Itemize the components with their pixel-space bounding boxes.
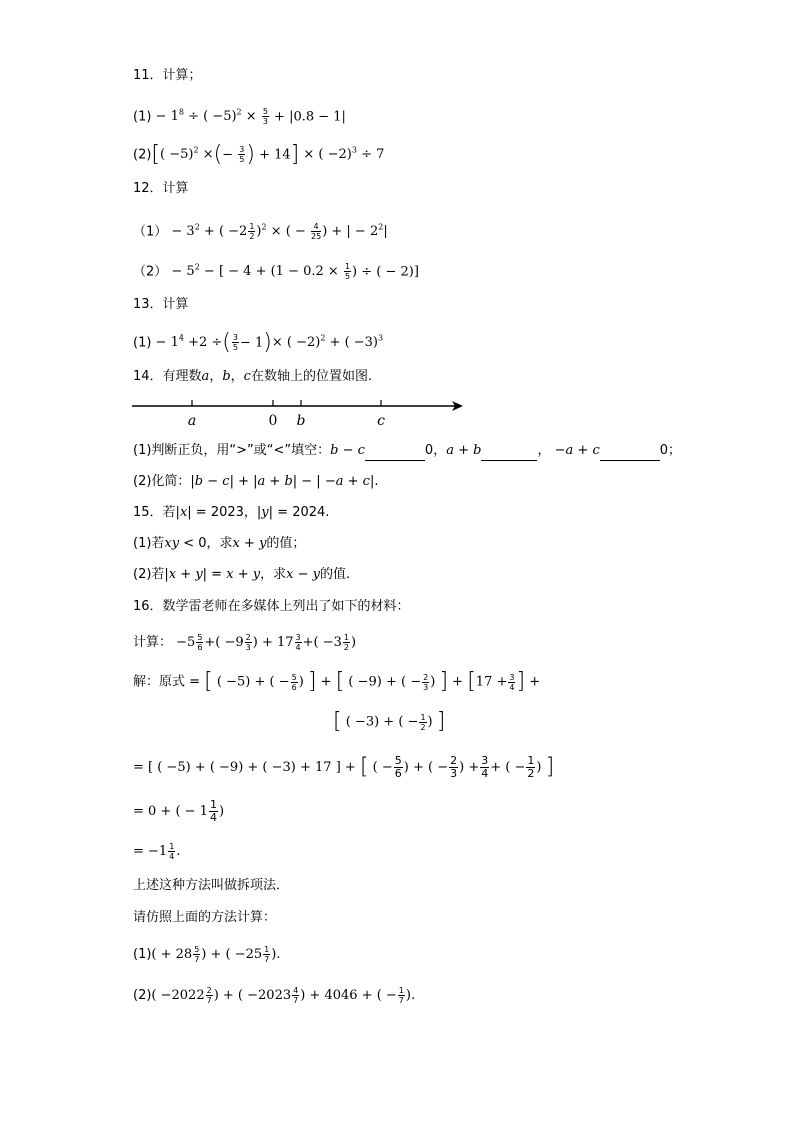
q16-ask: 请仿照上面的方法计算： [133,910,277,925]
q16-note: 上述这种方法叫做拆项法． [133,878,290,893]
q16-solution-line4: = 0 + ( − 1 $\frac{1}{4}$ ) [133,798,225,824]
q16-solution-line2: [ ( −3) + ( − $\frac{1}{2}$ ) ] [333,709,446,734]
q15-part1: (1)若xy < 0，求x + y的值； [133,536,306,551]
number-line-figure [130,394,470,430]
q14-title: 14．有理数a，b，c在数轴上的位置如图. [133,369,373,384]
q12-part1: $(1) - 3^2$ + ( −2 $\frac{1}{2}$ )$^2$ × ( − $\frac{4}{25}$ ) + | − $2^2|$ [133,222,388,242]
label-0: 0 [268,413,278,429]
q16-solution-line3: = [ ( −5) + ( −9) + ( −3) + 17 ] + [ ( − $\frac{5}{6}$ ) + ( − $\frac{2}{3}$ ) + $\frac{3}{4}$ + ( − $\frac{1}{2}$ ) ] [133,754,555,780]
q14-part1: (1)判断正负，用“>”或“<”填空：b − c 0，a + b ， −a + c 0； [133,441,681,461]
q13-part1: $(1) - 1^4 +2$ ÷( $\frac{3}{5}$ − 1)× ( −2)$^2$ + ( −3)$^3$ [133,329,384,355]
q11-title: 11．计算； [133,68,202,83]
q16-part2: (2)( −2022 $\frac{2}{7}$ ) + ( −2023 $\frac{4}{7}$ ) + 4046 + ( − $\frac{1}{7}$ ). [133,986,416,1005]
label-c: c [377,413,385,429]
label-b: b [296,413,306,429]
q12-part2: $(2) - 5^2$ − [ − 4 + (1 − 0.2 × $\frac{1}{5}$ ) ÷ ( − 2)] [133,262,419,282]
q15-part2: (2)若|x + y| = x + y，求x − y的值. [133,567,351,582]
q16-problem: 计算： −5 $\frac{5}{6}$ +( −9 $\frac{2}{3}$ ) + 17 $\frac{3}{4}$ +( −3 $\frac{1}{2}$ ) [133,633,357,652]
q13-title: 13．计算 [133,297,189,312]
q11-part2: $(2)[( -5)^2$ ×(− $\frac{3}{5}$ ) + 14] × ( −2)$^3$ ÷ 7 [133,141,385,167]
q11-part1: $(1) - 1^8$ ÷ ( −5)$^2$ × $\frac{5}{3}$ + |0.8 − 1| [133,107,346,127]
q16-solution-line5: = −1 $\frac{1}{4}$ . [133,842,181,861]
q16-part1: (1)( + 28 $\frac{5}{7}$ ) + ( −25 $\frac{1}{7}$ ). [133,945,281,964]
q16-title: 16．数学雷老师在多媒体上列出了如下的材料： [133,599,410,614]
q14-part2: (2)化简：|b − c| + |a + b| − | −a + c|. [133,474,379,489]
label-a: a [187,413,197,429]
q15-title: 15．若|x| = 2023，|y| = 2024. [133,505,330,520]
q16-solution-line1: 解：原式 = [ ( −5) + ( − $\frac{5}{6}$ ) ] + [ ( −9) + ( − $\frac{2}{3}$ ) ] + [17 + $\frac{3}{4}$ ] + [133,669,541,694]
q12-title: 12．计算 [133,181,189,196]
